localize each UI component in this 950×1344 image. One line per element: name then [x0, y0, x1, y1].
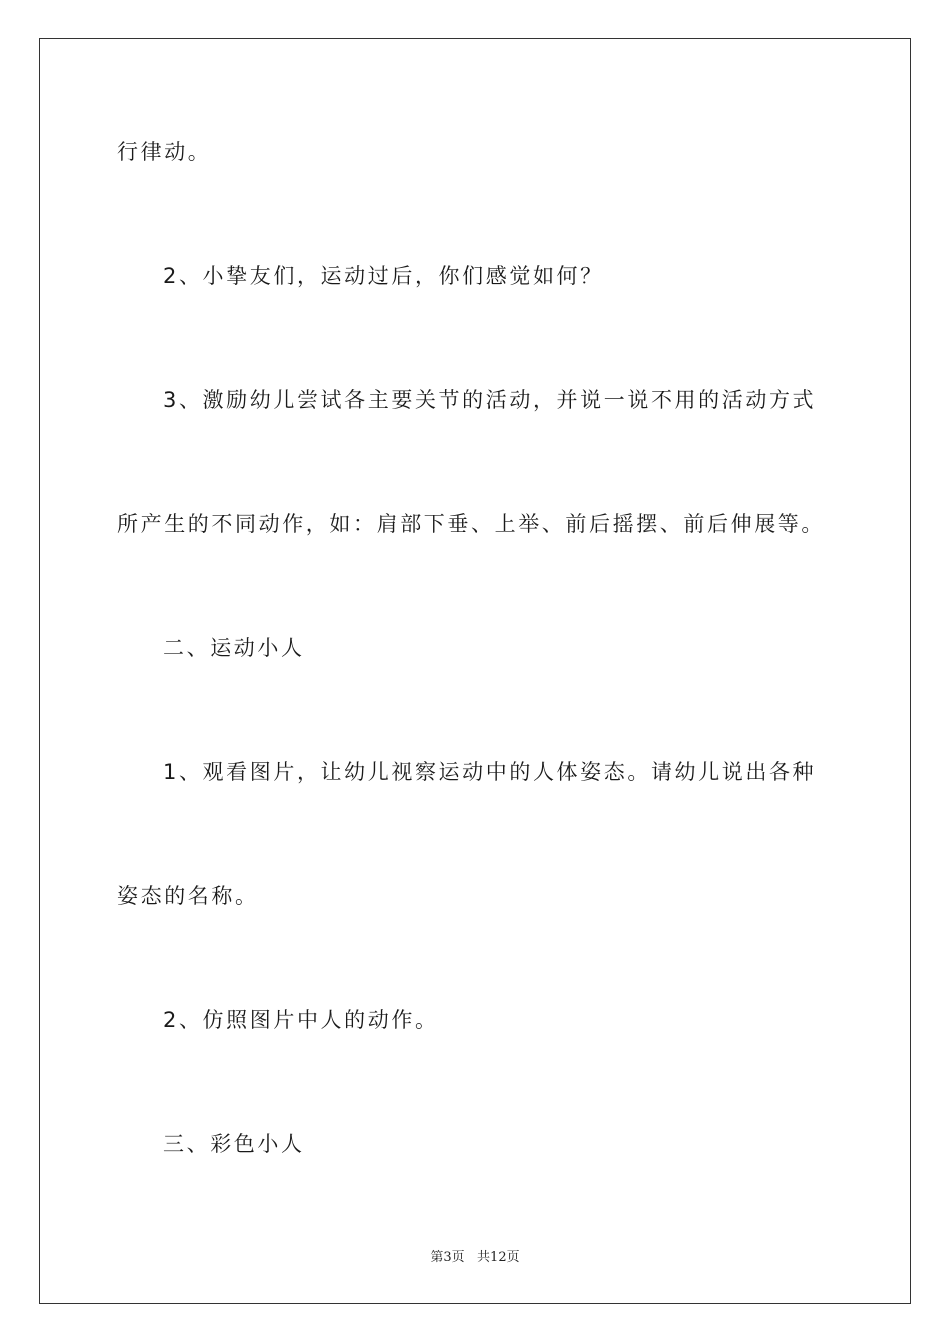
section-heading: 三、彩色小人: [163, 1132, 305, 1156]
text-line: 姿态的名称。: [117, 884, 259, 908]
text-line: 所产生的不同动作，如：肩部下垂、上举、前后摇摆、前后伸展等。: [117, 512, 825, 536]
text-line: 2、小挚友们，运动过后，你们感觉如何？: [163, 264, 604, 288]
section-heading: 二、运动小人: [163, 636, 305, 660]
text-line: 行律动。: [117, 140, 212, 164]
page-border: [39, 38, 911, 1304]
text-line: 2、仿照图片中人的动作。: [163, 1008, 439, 1032]
text-line: 1、观看图片，让幼儿视察运动中的人体姿态。请幼儿说出各种: [163, 760, 817, 784]
text-line: 3、激励幼儿尝试各主要关节的活动，并说一说不用的活动方式: [163, 388, 817, 412]
page-number-footer: 第3页 共12页: [430, 1250, 520, 1265]
